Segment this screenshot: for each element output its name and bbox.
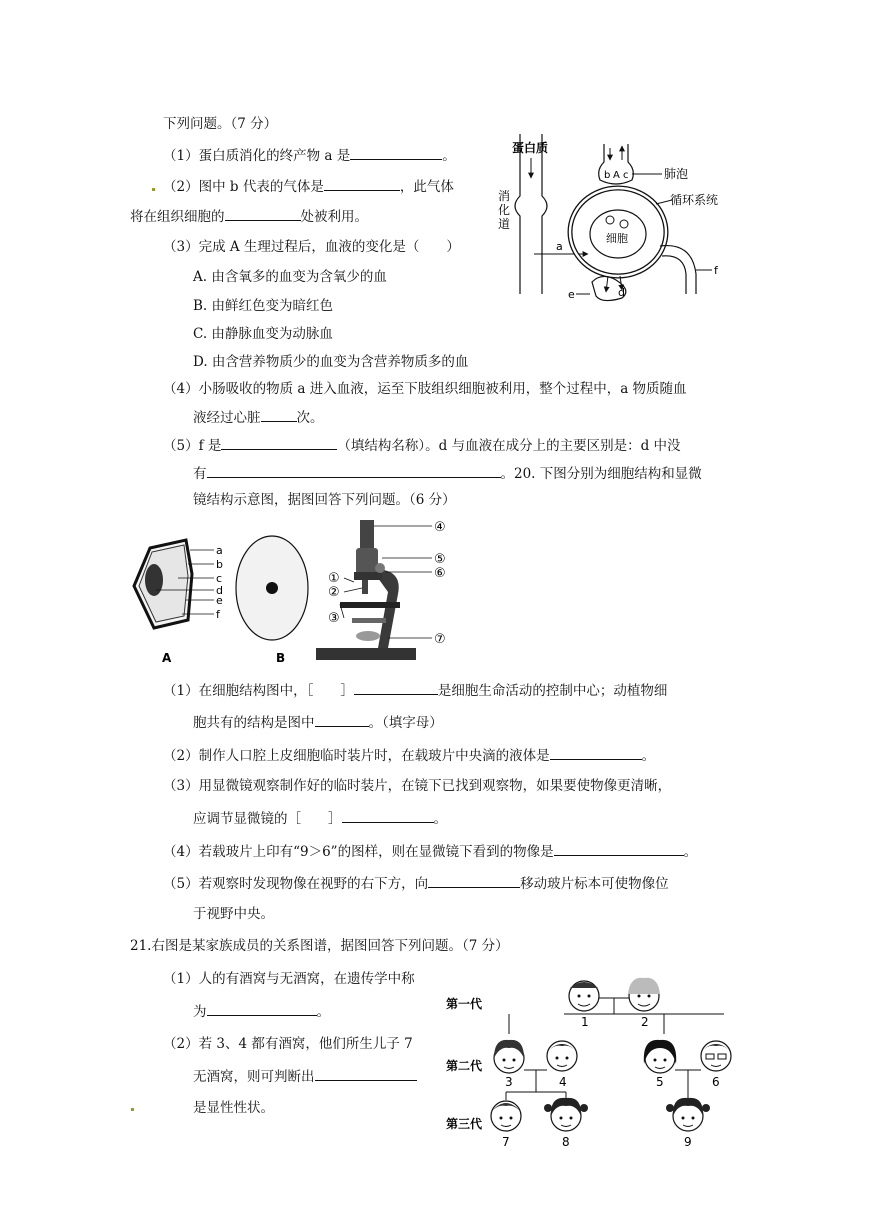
member-1-face [569, 981, 599, 1011]
cell-a-label: A [162, 651, 172, 664]
member-9-face [666, 1098, 710, 1131]
q21-title: 21.右图是某家族成员的关系图谱，据图回答下列问题。（7 分） [130, 938, 509, 954]
q20-part1-line1: （1）在细胞结构图中，［ ］ 是细胞生命活动的控制中心；动植物细 [163, 680, 667, 701]
member-4-face [547, 1041, 577, 1071]
q21-part1-line2: 为 。 [193, 1001, 330, 1022]
circulation-diagram [492, 134, 732, 304]
cell-letter-d: d [216, 584, 223, 597]
q20-part5-line1: （5）若观察时发现物像在视野的右下方，向 移动玻片标本可使物像位 [163, 873, 669, 894]
cell-b-label: B [276, 651, 286, 664]
q20-part5-line2: 于视野中央。 [193, 906, 274, 922]
q20-part1-line2: 胞共有的结构是图中 。（填字母） [193, 712, 443, 733]
member-6-face [701, 1041, 731, 1071]
member-2-label: 2 [641, 1015, 649, 1029]
scope-number-1: ① [328, 571, 340, 586]
answer-blank[interactable] [207, 463, 501, 478]
digestive-tract-label-2: 化 [498, 203, 511, 217]
letter-b: b [604, 170, 611, 181]
generation-1-label: 第一代 [446, 997, 483, 1011]
answer-blank[interactable] [315, 1066, 417, 1081]
q20-part4: （4）若载玻片上印有“9＞6”的图样，则在显微镜下看到的物像是 。 [163, 841, 697, 862]
cell-letter-c: c [216, 572, 223, 585]
answer-blank[interactable] [324, 176, 400, 191]
q19-intro: 下列问题。（7 分） [163, 116, 278, 132]
answer-blank[interactable] [350, 145, 442, 160]
q21-part2-line1: （2）若 3、4 都有酒窝，他们所生儿子 7 [163, 1036, 413, 1052]
scope-number-2: ② [328, 585, 340, 600]
answer-blank[interactable] [225, 206, 301, 221]
q20-intro: 镜结构示意图，据图回答下列问题。（6 分） [193, 492, 456, 508]
member-7-label: 7 [502, 1135, 510, 1149]
q19-option-d: D. 由含营养物质少的血变为含营养物质多的血 [193, 354, 469, 370]
scope-number-5: ⑤ [434, 552, 446, 567]
q20-part3-line1: （3）用显微镜观察制作好的临时装片，在镜下已找到观察物，如果要使物像更清晰， [163, 778, 672, 794]
cell-letter-f: f [216, 608, 220, 621]
q19-part5-line2: 有 。20. 下图分别为细胞结构和显微 [193, 463, 702, 484]
letter-e: e [568, 288, 575, 301]
answer-blank[interactable] [342, 808, 434, 823]
q20-part3-line2: 应调节显微镜的［ ］ 。 [193, 808, 447, 829]
q19-part5-line1: （5）f 是 （填结构名称）。d 与血液在成分上的主要区别是：d 中没 [163, 435, 681, 456]
member-2-face [628, 978, 660, 1011]
member-5-label: 5 [656, 1075, 664, 1089]
cell-label: 细胞 [606, 232, 628, 245]
scope-number-6: ⑥ [434, 566, 446, 581]
answer-blank[interactable] [554, 841, 684, 856]
digestive-tract-label-3: 道 [498, 217, 511, 231]
answer-blank[interactable] [550, 745, 642, 760]
q19-option-b: B. 由鲜红色变为暗红色 [193, 298, 334, 314]
letter-f: f [714, 264, 718, 277]
q19-part4-line2: 液经过心脏 次。 [193, 407, 324, 428]
member-4-label: 4 [559, 1075, 567, 1089]
generation-2-label: 第二代 [446, 1059, 483, 1073]
q19-part3: （3）完成 A 生理过程后，血液的变化是（ ） [163, 239, 460, 255]
stray-dot [152, 188, 155, 191]
letter-a: a [556, 240, 563, 253]
member-1-label: 1 [581, 1015, 589, 1029]
scope-number-3: ③ [328, 611, 340, 626]
q21-part2-line3: 是显性性状。 [193, 1100, 274, 1116]
letter-A: A [613, 170, 620, 181]
member-8-label: 8 [562, 1135, 570, 1149]
answer-blank[interactable] [428, 873, 520, 888]
answer-blank[interactable] [261, 407, 297, 422]
generation-3-label: 第三代 [446, 1117, 483, 1131]
q21-part2-line2: 无酒窝，则可判断出 [193, 1066, 417, 1087]
alveolus-label: 肺泡 [664, 167, 689, 181]
answer-blank[interactable] [221, 435, 337, 450]
q19-part2-line2: 将在组织细胞的 处被利用。 [130, 206, 368, 227]
answer-blank[interactable] [354, 680, 438, 695]
member-5-face [644, 1040, 676, 1073]
member-3-face [494, 1040, 524, 1073]
member-8-face [544, 1098, 588, 1131]
member-9-label: 9 [684, 1135, 692, 1149]
member-6-label: 6 [712, 1075, 720, 1089]
scope-number-7: ⑦ [434, 632, 446, 647]
q19-part1: （1）蛋白质消化的终产物 a 是 。 [163, 145, 456, 166]
answer-blank[interactable] [207, 1001, 317, 1016]
circulation-label: 循环系统 [670, 193, 719, 207]
q19-part4-line1: （4）小肠吸收的物质 a 进入血液，运至下肢组织细胞被利用，整个过程中，a 物质随血 [163, 381, 687, 397]
cell-letter-b: b [216, 558, 223, 571]
letter-c: c [623, 170, 629, 181]
cell-and-microscope-figure [126, 518, 466, 664]
letter-d: d [618, 286, 625, 299]
protein-label: 蛋白质 [512, 141, 549, 155]
member-3-label: 3 [505, 1075, 513, 1089]
digestive-tract-label-1: 消 [498, 189, 511, 203]
stray-dot [131, 1108, 134, 1111]
answer-blank[interactable] [315, 712, 369, 727]
q19-option-a: A. 由含氧多的血变为含氧少的血 [193, 269, 387, 285]
cell-letter-a: a [216, 544, 223, 557]
q21-part1-line1: （1）人的有酒窝与无酒窝，在遗传学中称 [163, 971, 415, 987]
q19-option-c: C. 由静脉血变为动脉血 [193, 326, 333, 342]
member-7-face [491, 1101, 521, 1131]
scope-number-4: ④ [434, 520, 446, 535]
q20-part2: （2）制作人口腔上皮细胞临时装片时，在载玻片中央滴的液体是 。 [163, 745, 655, 766]
q19-part2-line1: （2）图中 b 代表的气体是 ，此气体 [163, 176, 454, 197]
pedigree-figure [444, 974, 744, 1154]
cell-letter-e: e [216, 594, 223, 607]
